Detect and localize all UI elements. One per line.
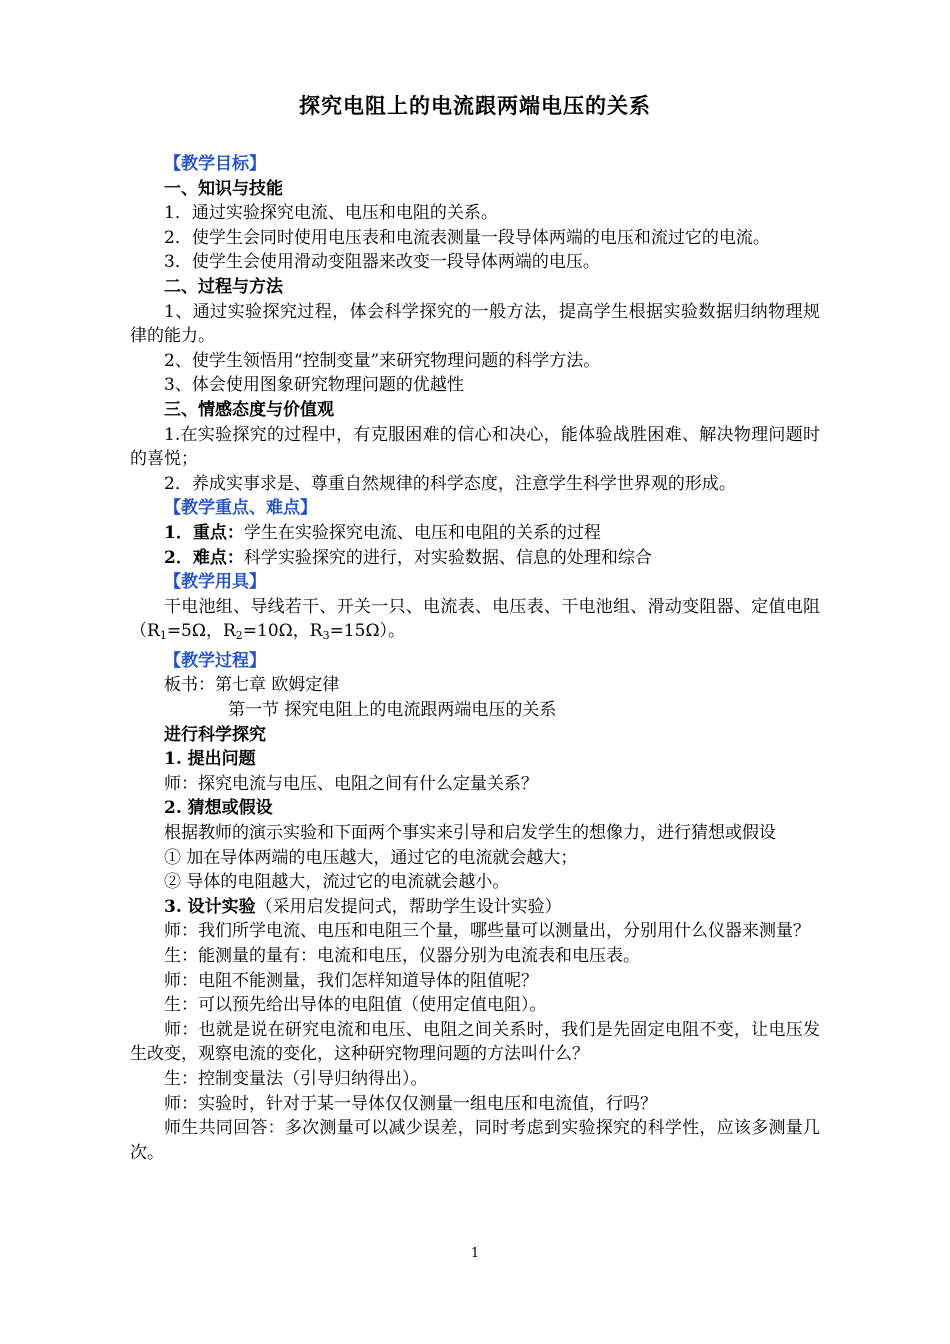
dialogue-line: 师：我们所学电流、电压和电阻三个量，哪些量可以测量出，分别用什么仪器来测量？ — [164, 921, 810, 942]
step-hypothesis: 2. 猜想或假设 — [164, 798, 273, 819]
section-knowledge-skills: 一、知识与技能 — [164, 178, 283, 199]
inquiry-heading: 进行科学探究 — [164, 724, 266, 745]
page-title: 探究电阻上的电流跟两端电压的关系 — [299, 93, 651, 118]
paragraph: 2、使学生领悟用“控制变量”来研究物理问题的科学方法。 — [164, 350, 601, 371]
r3-subscript: 3 — [322, 629, 330, 643]
difficulty-label: 2．难点： — [164, 547, 244, 568]
r2-subscript: 2 — [235, 629, 243, 643]
paragraph: 师：探究电流与电压、电阻之间有什么定量关系？ — [164, 773, 538, 794]
difficulty-line — [130, 546, 820, 571]
dialogue-line: 师：实验时，针对于某一导体仅仅测量一组电压和电流值，行吗？ — [164, 1093, 657, 1114]
paragraph: 3、体会使用图象研究物理问题的优越性 — [164, 375, 464, 396]
step-design-note: （采用启发提问式，帮助学生设计实验） — [255, 896, 562, 917]
dialogue-line: 生：能测量的量有：电流和电压，仪器分别为电流表和电压表。 — [164, 946, 640, 966]
dialogue-line: 生：可以预先给出导体的电阻值（使用定值电阻）。 — [164, 995, 547, 1016]
dialogue-line: 师：电阻不能测量，我们怎样知道导体的阻值呢？ — [164, 970, 538, 991]
section-attitude-values: 三、情感态度与价值观 — [164, 399, 334, 420]
board-writing-section: 第一节 探究电阻上的电流跟两端电压的关系 — [228, 700, 557, 721]
step-design-experiment — [130, 895, 820, 920]
board-writing-chapter: 板书：第七章 欧姆定律 — [164, 675, 340, 696]
paragraph: 2．养成实事求是、尊重自然规律的科学态度，注意学生科学世界观的形成。 — [164, 473, 736, 494]
dialogue-line: 师：也就是说在研究电流和电压、电阻之间关系时，我们是先固定电阻不变，让电压发生改变，观察电流的变化，这种研究物理问题的方法叫什么？ — [130, 1019, 820, 1065]
r2-value: =10Ω，R — [242, 621, 323, 642]
key-point-label: 1．重点： — [164, 522, 244, 543]
paragraph: 3．使学生会使用滑动变阻器来改变一段导体两端的电压。 — [164, 252, 600, 273]
tools-text: 干电池组、导线若干、开关一只、电流表、电压表、干电池组、滑动变阻器、定值电阻（R — [130, 596, 820, 642]
section-process-method: 二、过程与方法 — [164, 276, 283, 297]
paragraph: 根据教师的演示实验和下面两个事实来引导和启发学生的想像力，进行猜想或假设 — [164, 823, 776, 844]
r3-value: =15Ω）。 — [329, 621, 406, 642]
difficulty-text: 科学实验探究的进行，对实验数据、信息的处理和综合 — [243, 547, 652, 568]
dialogue-line: 师生共同回答：多次测量可以减少误差，同时考虑到实验探究的科学性，应该多测量几次。 — [130, 1118, 820, 1163]
r1-value: =5Ω，R — [166, 621, 236, 642]
heading-teaching-tools: 【教学用具】 — [164, 572, 266, 593]
r1-subscript: 1 — [159, 629, 167, 643]
paragraph: 2．使学生会同时使用电压表和电流表测量一段导体两端的电压和流过它的电流。 — [164, 227, 770, 248]
hypothesis-item: ① 加在导体两端的电压越大，通过它的电流就会越大； — [164, 847, 578, 868]
heading-teaching-process: 【教学过程】 — [164, 650, 266, 671]
dialogue-line: 生：控制变量法（引导归纳得出）。 — [164, 1068, 428, 1089]
paragraph: 1.在实验探究的过程中，有克服困难的信心和决心，能体验战胜困难、解决物理问题时的喜悦； — [130, 424, 820, 470]
paragraph: 1．通过实验探究电流、电压和电阻的关系。 — [164, 203, 498, 224]
hypothesis-item: ② 导体的电阻越大，流过它的电流就会越小。 — [164, 872, 510, 893]
step-ask-question: 1. 提出问题 — [164, 749, 256, 770]
heading-teaching-goals: 【教学目标】 — [164, 154, 266, 174]
paragraph: 1、通过实验探究过程，体会科学探究的一般方法，提高学生根据实验数据归纳物理规律的能力。 — [130, 301, 820, 347]
tools-paragraph — [130, 595, 820, 649]
key-point-text: 学生在实验探究电流、电压和电阻的关系的过程 — [243, 522, 601, 543]
page-number: 1 — [470, 1246, 480, 1261]
heading-key-points: 【教学重点、难点】 — [164, 498, 317, 519]
key-point-line — [130, 521, 820, 546]
step-design-label: 3. 设计实验 — [164, 896, 256, 917]
